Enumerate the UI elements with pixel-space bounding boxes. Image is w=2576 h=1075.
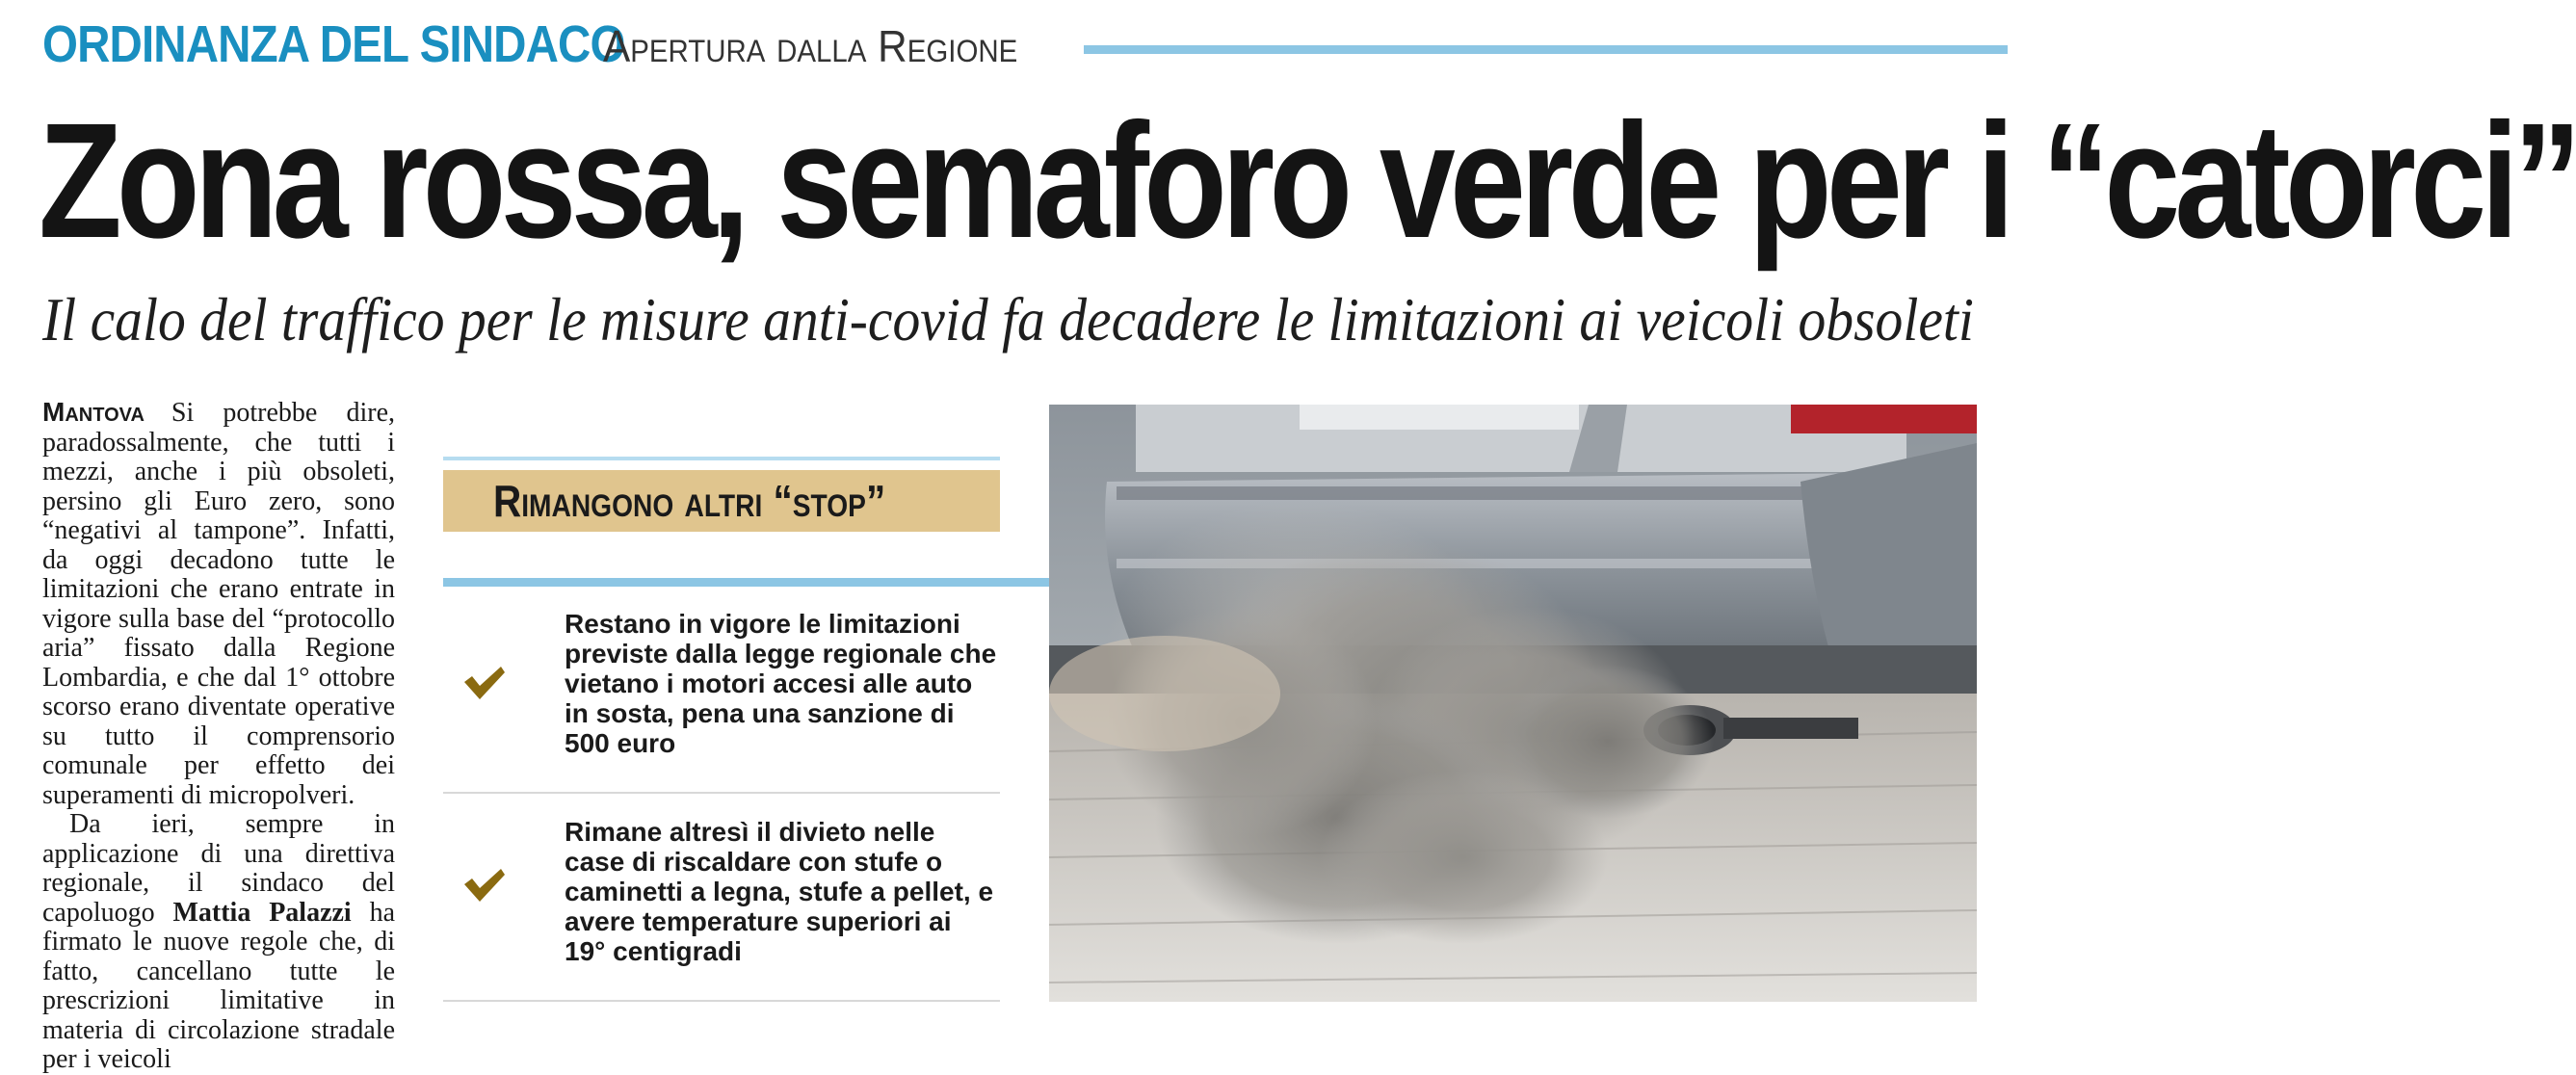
kicker-sub-label: Apertura dalla Regione [603,21,1018,71]
sidebar-title: Rimangono altri “stop” [493,476,886,526]
dateline: Mantova [42,397,145,427]
sidebar-item [443,605,1000,788]
check-icon [462,663,507,701]
sidebar-top-rule [443,457,1000,460]
paragraph-2-text: Da ieri, sempre in applicazione di una direttiva regionale, il sindaco del capoluogo [42,809,395,928]
check-icon [462,865,507,904]
sidebar-item-text: Restano in vigore le limitazioni previste dalla legge regionale che vietano i motori accesi alle auto in sosta, pena una sanzione di 500 euro [565,609,997,758]
article-body [42,397,395,1074]
sidebar-item-text: Rimane altresì il divieto nelle case di riscaldare con stufe o caminetti a legna, stufe a pellet, e avere temperature superiori ai 19° centigradi [565,817,994,966]
exhaust-smoke-illustration [1049,405,1977,1002]
sidebar-title-band [443,470,1000,532]
sidebar-item [443,817,1000,1000]
sidebar-divider [443,792,1000,794]
subheadline: Il calo del traffico per le misure anti-covid fa decadere le limitazioni ai veicoli obsoleti [42,285,1974,354]
exhaust-photo [1049,405,1977,1002]
kicker-section-label: ORDINANZA DEL SINDACO [42,15,625,73]
kicker [42,13,2008,81]
article-paragraph [42,398,395,810]
article-paragraph [42,810,395,1075]
paragraph-2-text-continued: ha firmato le nuove regole che, di fatto, cancellano tutte le prescrizioni limitative in materia di circolazione stradale per i veicoli [42,897,395,1074]
sidebar-divider [443,1000,1000,1002]
mayor-name: Mattia Palazzi [172,897,352,928]
headline: Zona rossa, semaforo verde per i “catorci” [39,90,2576,273]
paragraph-1-text: Si potrebbe dire, paradossalmente, che tutti i mezzi, anche i più obsoleti, persino gli Euro zero, sono “negativi al tampone”. Infatti, da oggi decadono tutte le limitazioni che erano entrate in vigore sulla base del “protocollo aria” fissato dalla Regione Lombardia, e che dal 1° ottobre scorso erano diventate operative su tutto il comprensorio comunale per effetto dei superamenti di micropolveri. [42,398,395,810]
kicker-rule [1084,45,2008,54]
